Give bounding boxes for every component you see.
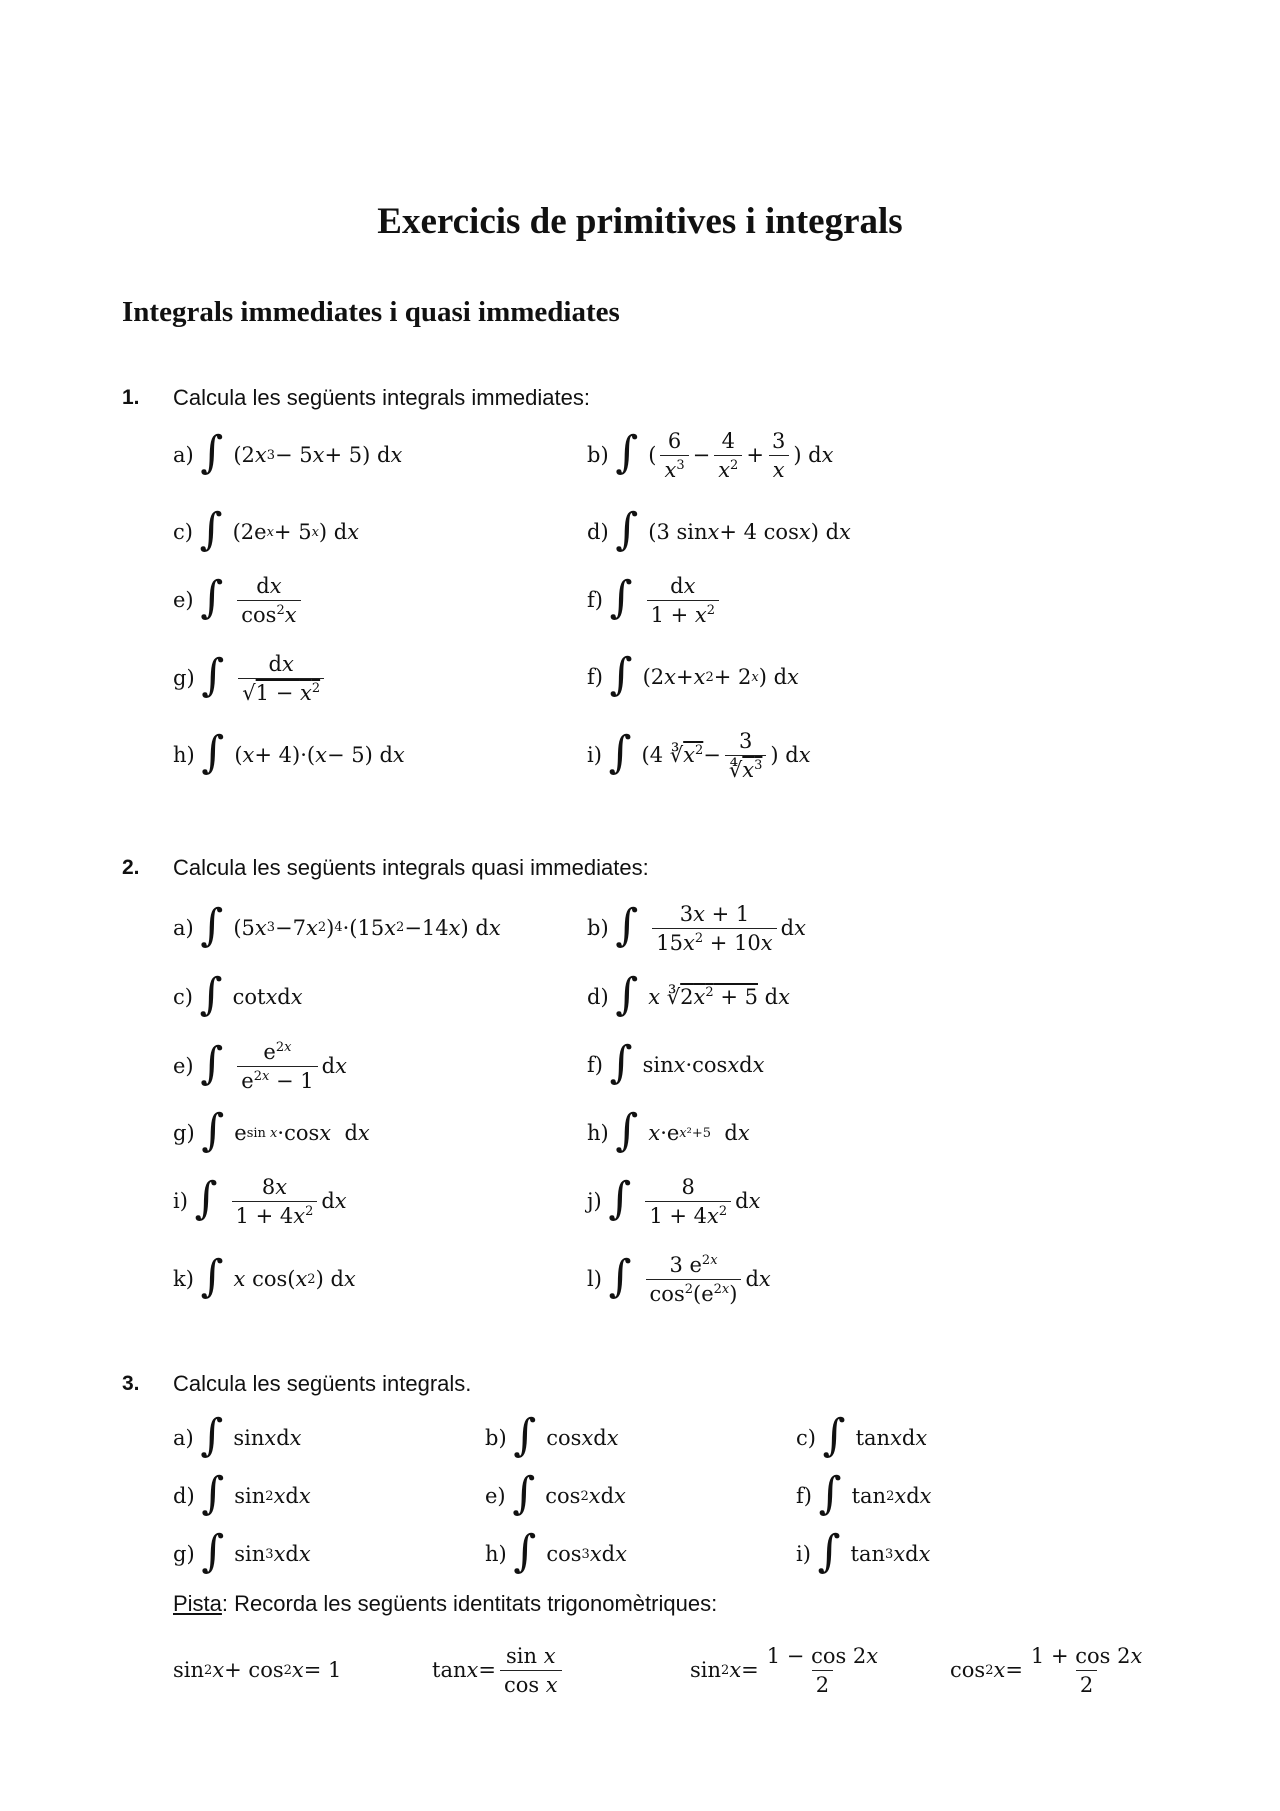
exercise-2l: l) ∫ $\frac{3 e^{2x}}{\cos^2(e^{2x})}$ d x [587,1251,771,1306]
exercise-1i: i) ∫ (4 ∛ $x^2$ − $\frac{3}{∜x^3}$ ) d x [587,727,811,782]
exercise-1h: h) ∫ ( x + 4)·( x − 5) d x [173,727,405,778]
exercise-2c: c) ∫ cot x d x [173,969,303,1020]
exercise-3-prompt: Calcula les següents integrals. [173,1371,472,1396]
exercise-3-number: 3. [122,1372,140,1395]
hint-label: Pista [173,1591,222,1616]
exercise-3e: e) ∫ cos 2 x d x [485,1468,626,1519]
exercise-2i: i) ∫ $\frac{8x}{1 + 4x^2}$ d x [173,1173,347,1228]
exercise-2j: j) ∫ $\frac{8}{1 + 4x^2}$ d x [587,1173,761,1228]
exercise-1-prompt: Calcula les següents integrals immediates: [173,385,590,410]
exercise-1a: a) ∫ (2 x 3 − 5 x + 5) d x [173,427,403,478]
exercise-2f: f) ∫ sin x ·cos x d x [587,1037,765,1088]
hint-text: : Recorda les següents identitats trigonomètriques: [221,1591,718,1616]
section-heading: Integrals immediates i quasi immediates [122,296,620,328]
exercise-3c: c) ∫ tan x d x [796,1410,928,1461]
exercise-1b: b) ∫ ( $\frac{6}{x^3}$ − $\frac{4}{x^2}$ + $\frac{3}{x}$ ) d x [587,427,834,482]
identity-cos-squared: cos 2 x = $\frac{1 + \cos 2x}{2}$ [950,1643,1143,1697]
exercise-2g: g) ∫ e sin x ·cos x d x [173,1105,370,1156]
exercise-1f-second: f) ∫ (2 x + x 2 + 2 x ) d x [587,649,799,700]
exercise-1-number: 1. [122,386,140,409]
exercise-1d: d) ∫ (3 sin x + 4 cos x ) d x [587,504,851,555]
exercise-1f: f) ∫ $\frac{dx}{1 + x^2}$ [587,565,723,635]
exercise-3f: f) ∫ tan 2 x d x [796,1468,932,1519]
identity-tangent: tan x = $\frac{\text{sin x}}{\text{cos x}}$ [432,1635,566,1705]
exercise-1g: g) ∫ $\frac{dx}{√1 - x^2}$ [173,643,328,713]
exercise-3b: b) ∫ cos x d x [485,1410,619,1461]
identity-sin-squared: sin 2 x = $\frac{1 - \cos 2x}{2}$ [690,1643,879,1697]
exercise-2a: a) ∫ (5 x 3 −7 x 2 ) 4 ·(15 x 2 −14 x ) d x [173,899,501,951]
exercise-3h: h) ∫ cos 3 x d x [485,1526,627,1577]
exercise-2b: b) ∫ $\frac{3x + 1}{15x^2 + 10x}$ d x [587,900,806,955]
exercise-3i: i) ∫ tan 3 x d x [796,1526,931,1577]
exercise-2-prompt: Calcula les següents integrals quasi immediates: [173,855,649,880]
exercise-1c: c) ∫ (2e x + 5 x ) d x [173,504,360,555]
exercise-2d: d) ∫ x ∛ $2x^2 + 5$ d x [587,969,790,1020]
exercise-2h: h) ∫ x ·e x²+5 d x [587,1105,750,1156]
hint [173,1591,717,1617]
exercise-2e: e) ∫ $\frac{e^{2x}}{e^{2x} - 1}$ d x [173,1038,347,1093]
page-title: Exercicis de primitives i integrals [377,201,903,242]
identity-pythagorean: sin 2 x + cos 2 x = 1 [173,1658,342,1682]
exercise-3g: g) ∫ sin 3 x d x [173,1526,311,1577]
exercise-1e: e) ∫ $\frac{dx}{\cos^2x}$ [173,565,305,635]
exercise-2-number: 2. [122,856,140,879]
exercise-3a: a) ∫ sin x d x [173,1410,302,1461]
exercise-2k: k) ∫ x cos( x 2 ) d x [173,1251,356,1302]
exercise-3d: d) ∫ sin 2 x d x [173,1468,311,1519]
